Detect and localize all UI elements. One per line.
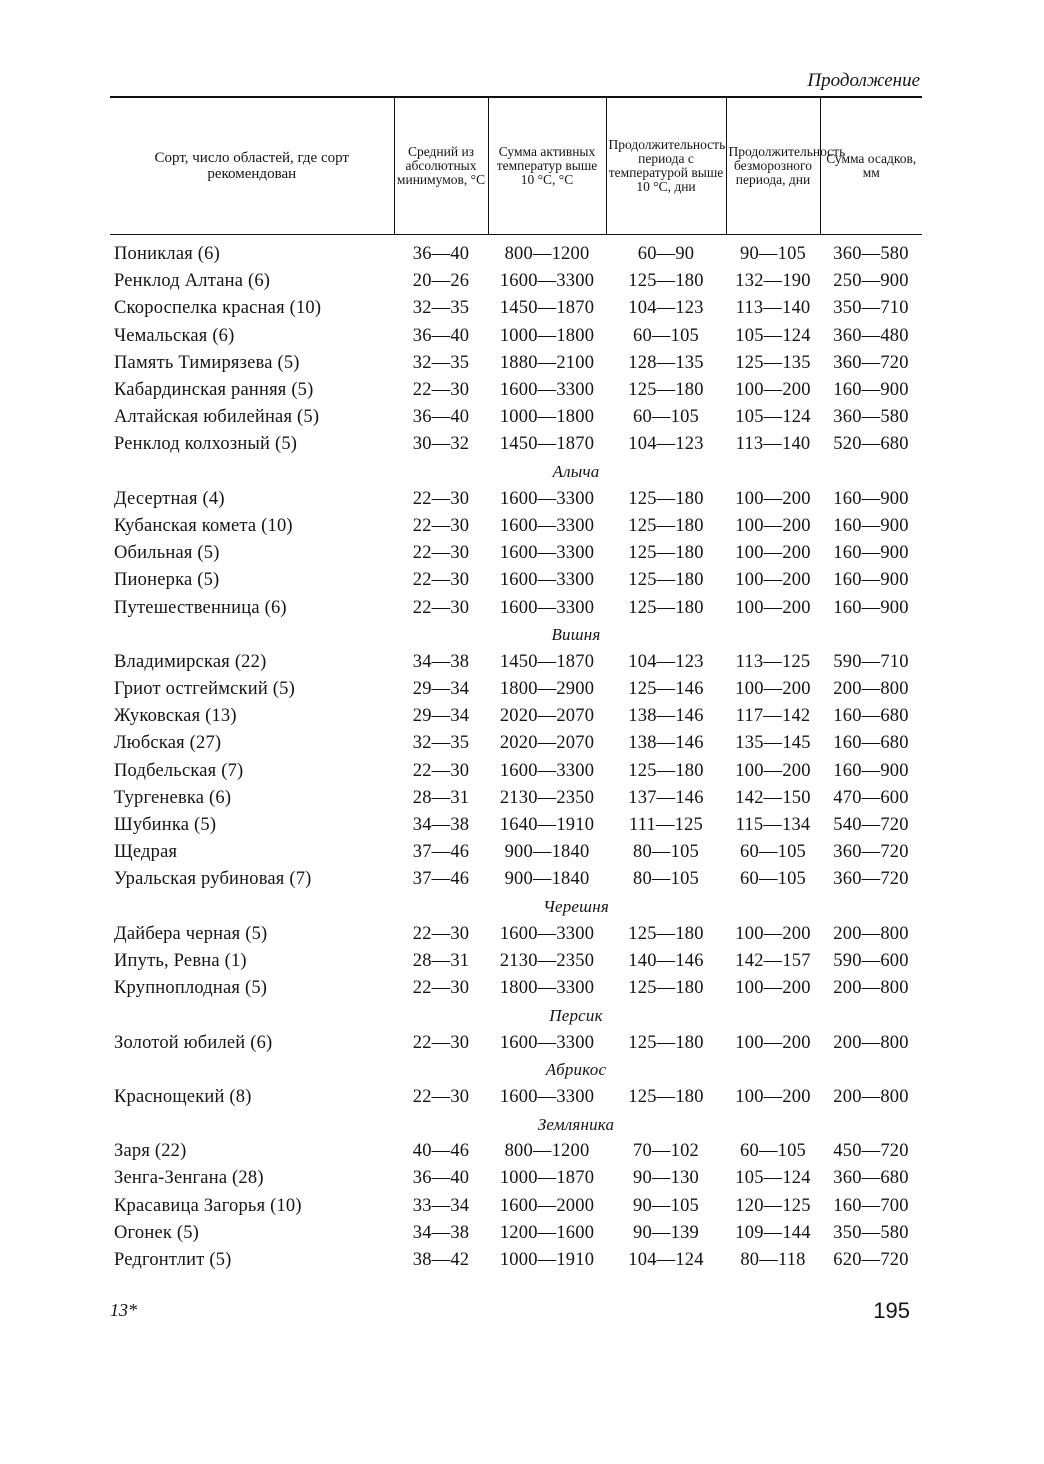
table-row — [110, 975, 922, 1002]
table-row — [110, 350, 922, 377]
period-above-10-value: 111—125 — [628, 815, 704, 836]
group-heading-row — [110, 622, 922, 649]
table-row — [110, 323, 922, 350]
variety-name: Подбельская (7) — [114, 760, 244, 781]
active-temp-sum-value: 1800—2900 — [499, 679, 595, 700]
frost-free-value: 100—200 — [735, 1086, 811, 1107]
frost-free-value: 100—200 — [735, 543, 811, 564]
precipitation-value: 360—720 — [833, 352, 909, 373]
variety-name: Красавица Загорья (10) — [114, 1195, 302, 1216]
active-temp-sum-value: 1450—1870 — [499, 434, 595, 455]
abs-min-value: 34—38 — [412, 1222, 470, 1243]
table-row — [110, 594, 922, 621]
abs-min-value: 32—35 — [412, 352, 470, 373]
variety-name: Кабардинская ранняя (5) — [114, 380, 314, 401]
frost-free-value: 125—135 — [735, 352, 811, 373]
variety-name: Шубинка (5) — [114, 815, 217, 836]
frost-free-value: 100—200 — [735, 679, 811, 700]
table-row — [110, 730, 922, 757]
variety-name: Чемальская (6) — [114, 325, 235, 346]
active-temp-sum-value: 1640—1910 — [499, 815, 595, 836]
period-above-10-value: 125—180 — [628, 380, 704, 401]
table-row — [110, 268, 922, 295]
table-body — [110, 235, 922, 1275]
abs-min-value: 22—30 — [412, 978, 470, 999]
table-row — [110, 703, 922, 730]
precipitation-value: 160—680 — [833, 733, 909, 754]
table-row — [110, 676, 922, 703]
abs-min-value: 36—40 — [412, 244, 470, 265]
variety-name: Жуковская (13) — [114, 706, 237, 727]
abs-min-value: 29—34 — [412, 679, 470, 700]
period-above-10-value: 138—146 — [628, 706, 704, 727]
table-row — [110, 1084, 922, 1111]
precipitation-value: 590—710 — [833, 651, 909, 672]
abs-min-value: 22—30 — [412, 380, 470, 401]
frost-free-value: 60—105 — [740, 842, 806, 863]
precipitation-value: 160—900 — [833, 543, 909, 564]
abs-min-value: 22—30 — [412, 1086, 470, 1107]
frost-free-value: 132—190 — [735, 271, 811, 292]
active-temp-sum-value: 1000—1800 — [499, 407, 595, 428]
abs-min-value: 22—30 — [412, 923, 470, 944]
active-temp-sum-value: 2020—2070 — [499, 706, 595, 727]
precipitation-value: 160—900 — [833, 515, 909, 536]
period-above-10-value: 128—135 — [628, 352, 704, 373]
abs-min-value: 30—32 — [412, 434, 470, 455]
frost-free-value: 115—134 — [735, 815, 811, 836]
frost-free-value: 105—124 — [735, 325, 811, 346]
period-above-10-value: 90—105 — [633, 1195, 699, 1216]
period-above-10-value: 70—102 — [633, 1141, 699, 1162]
variety-name: Ренклод Алтана (6) — [114, 271, 271, 292]
table-row — [110, 948, 922, 975]
frost-free-value: 80—118 — [740, 1250, 806, 1271]
frost-free-value: 60—105 — [740, 869, 806, 890]
abs-min-value: 22—30 — [412, 1032, 470, 1053]
precipitation-value: 350—580 — [833, 1222, 909, 1243]
group-heading: Черешня — [543, 897, 609, 917]
period-above-10-value: 80—105 — [633, 842, 699, 863]
precipitation-value: 450—720 — [833, 1141, 909, 1162]
period-above-10-value: 137—146 — [628, 787, 704, 808]
active-temp-sum-value: 1600—3300 — [499, 923, 595, 944]
climate-table-container — [110, 96, 922, 1274]
period-above-10-value: 90—130 — [633, 1168, 699, 1189]
precipitation-value: 200—800 — [833, 978, 909, 999]
precipitation-value: 620—720 — [833, 1250, 909, 1271]
variety-name: Краснощекий (8) — [114, 1086, 252, 1107]
table-row — [110, 431, 922, 458]
period-above-10-value: 125—180 — [628, 760, 704, 781]
frost-free-value: 60—105 — [740, 1141, 806, 1162]
variety-name: Редгонтлит (5) — [114, 1250, 232, 1271]
active-temp-sum-value: 1600—3300 — [499, 597, 595, 618]
abs-min-value: 34—38 — [412, 815, 470, 836]
frost-free-value: 105—124 — [735, 1168, 811, 1189]
active-temp-sum-value: 1600—3300 — [499, 760, 595, 781]
frost-free-value: 100—200 — [735, 597, 811, 618]
frost-free-value: 142—150 — [735, 787, 811, 808]
frost-free-value: 100—200 — [735, 978, 811, 999]
active-temp-sum-value: 1600—3300 — [499, 1032, 595, 1053]
table-row — [110, 812, 922, 839]
active-temp-sum-value: 1600—3300 — [499, 570, 595, 591]
period-above-10-value: 125—180 — [628, 1086, 704, 1107]
variety-name: Крупноплодная (5) — [114, 978, 268, 999]
frost-free-value: 113—140 — [735, 298, 811, 319]
active-temp-sum-value: 1600—3300 — [499, 515, 595, 536]
table-header — [110, 97, 922, 235]
period-above-10-value: 125—180 — [628, 570, 704, 591]
precipitation-value: 470—600 — [833, 787, 909, 808]
table-row — [110, 785, 922, 812]
group-heading-row — [110, 1111, 922, 1138]
frost-free-value: 105—124 — [735, 407, 811, 428]
active-temp-sum-value: 1600—3300 — [499, 271, 595, 292]
abs-min-value: 40—46 — [412, 1141, 470, 1162]
table-row — [110, 1247, 922, 1274]
active-temp-sum-value: 1880—2100 — [499, 352, 595, 373]
variety-name: Алтайская юбилейная (5) — [114, 407, 320, 428]
frost-free-value: 113—140 — [735, 434, 811, 455]
precipitation-value: 520—680 — [833, 434, 909, 455]
period-above-10-value: 60—90 — [637, 244, 695, 265]
active-temp-sum-value: 1600—3300 — [499, 543, 595, 564]
column-header-variety: Сорт, число областей, где сорт рекомендован — [154, 150, 349, 182]
variety-name: Память Тимирязева (5) — [114, 352, 300, 373]
table-row — [110, 839, 922, 866]
precipitation-value: 160—900 — [833, 570, 909, 591]
period-above-10-value: 60—105 — [633, 407, 699, 428]
column-header-frost-free-period: Продолжительность безморозного периода, дни — [726, 97, 820, 235]
abs-min-value: 37—46 — [412, 869, 470, 890]
active-temp-sum-value: 800—1200 — [504, 244, 590, 265]
frost-free-value: 100—200 — [735, 923, 811, 944]
variety-name: Десертная (4) — [114, 488, 225, 509]
table-row — [110, 567, 922, 594]
abs-min-value: 29—34 — [412, 706, 470, 727]
variety-name: Скороспелка красная (10) — [114, 298, 322, 319]
column-header-precipitation: Сумма осадков, мм — [820, 97, 922, 235]
precipitation-value: 360—480 — [833, 325, 909, 346]
abs-min-value: 28—31 — [412, 787, 470, 808]
period-above-10-value: 125—180 — [628, 978, 704, 999]
abs-min-value: 32—35 — [412, 733, 470, 754]
group-heading-row — [110, 894, 922, 921]
abs-min-value: 22—30 — [412, 515, 470, 536]
table-row — [110, 540, 922, 567]
period-above-10-value: 125—180 — [628, 597, 704, 618]
active-temp-sum-value: 900—1840 — [504, 869, 590, 890]
period-above-10-value: 104—123 — [628, 434, 704, 455]
table-row — [110, 513, 922, 540]
active-temp-sum-value: 1200—1600 — [499, 1222, 595, 1243]
abs-min-value: 22—30 — [412, 543, 470, 564]
variety-name: Огонек (5) — [114, 1222, 200, 1243]
active-temp-sum-value: 2020—2070 — [499, 733, 595, 754]
table-row — [110, 649, 922, 676]
group-heading: Персик — [549, 1005, 603, 1025]
precipitation-value: 360—720 — [833, 869, 909, 890]
frost-free-value: 117—142 — [735, 706, 811, 727]
active-temp-sum-value: 1600—2000 — [499, 1195, 595, 1216]
precipitation-value: 360—680 — [833, 1168, 909, 1189]
frost-free-value: 113—125 — [735, 651, 811, 672]
group-heading: Алыча — [552, 462, 600, 482]
table-row — [110, 1220, 922, 1247]
abs-min-value: 33—34 — [412, 1195, 470, 1216]
variety-name: Владимирская (22) — [114, 651, 267, 672]
precipitation-value: 160—680 — [833, 706, 909, 727]
period-above-10-value: 104—123 — [628, 651, 704, 672]
precipitation-value: 250—900 — [833, 271, 909, 292]
precipitation-value: 360—580 — [833, 407, 909, 428]
variety-name: Кубанская комета (10) — [114, 515, 293, 536]
abs-min-value: 37—46 — [412, 842, 470, 863]
period-above-10-value: 104—124 — [628, 1250, 704, 1271]
variety-name: Обильная (5) — [114, 543, 220, 564]
precipitation-value: 540—720 — [833, 815, 909, 836]
variety-name: Пониклая (6) — [114, 244, 220, 265]
group-heading: Земляника — [537, 1114, 615, 1134]
period-above-10-value: 125—180 — [628, 543, 704, 564]
table-row — [110, 921, 922, 948]
abs-min-value: 22—30 — [412, 597, 470, 618]
table-row — [110, 235, 922, 269]
frost-free-value: 90—105 — [740, 244, 806, 265]
variety-name: Ипуть, Ревна (1) — [114, 950, 247, 971]
variety-name: Дайбера черная (5) — [114, 923, 268, 944]
frost-free-value: 100—200 — [735, 760, 811, 781]
active-temp-sum-value: 1450—1870 — [499, 651, 595, 672]
period-above-10-value: 125—146 — [628, 679, 704, 700]
period-above-10-value: 140—146 — [628, 950, 704, 971]
group-heading-row — [110, 1057, 922, 1084]
active-temp-sum-value: 1600—3300 — [499, 380, 595, 401]
period-above-10-value: 125—180 — [628, 271, 704, 292]
active-temp-sum-value: 900—1840 — [504, 842, 590, 863]
climate-table — [110, 96, 922, 1274]
precipitation-value: 200—800 — [833, 679, 909, 700]
frost-free-value: 100—200 — [735, 515, 811, 536]
table-row — [110, 1165, 922, 1192]
table-row — [110, 866, 922, 893]
variety-name: Ренклод колхозный (5) — [114, 434, 298, 455]
column-header-abs-min: Средний из абсолютных минимумов, °С — [394, 97, 488, 235]
group-heading-row — [110, 1002, 922, 1029]
variety-name: Пионерка (5) — [114, 570, 220, 591]
precipitation-value: 350—710 — [833, 298, 909, 319]
active-temp-sum-value: 1000—1910 — [499, 1250, 595, 1271]
variety-name: Гриот остгеймский (5) — [114, 679, 295, 700]
period-above-10-value: 125—180 — [628, 923, 704, 944]
precipitation-value: 160—900 — [833, 597, 909, 618]
period-above-10-value: 125—180 — [628, 488, 704, 509]
precipitation-value: 200—800 — [833, 923, 909, 944]
group-heading: Вишня — [551, 625, 601, 645]
period-above-10-value: 125—180 — [628, 1032, 704, 1053]
abs-min-value: 20—26 — [412, 271, 470, 292]
active-temp-sum-value: 1450—1870 — [499, 298, 595, 319]
variety-name: Путешественница (6) — [114, 597, 287, 618]
table-row — [110, 486, 922, 513]
abs-min-value: 36—40 — [412, 325, 470, 346]
table-row — [110, 404, 922, 431]
precipitation-value: 360—720 — [833, 842, 909, 863]
active-temp-sum-value: 1800—3300 — [499, 978, 595, 999]
variety-name: Любская (27) — [114, 733, 222, 754]
table-row — [110, 758, 922, 785]
page-number: 195 — [873, 1298, 910, 1323]
period-above-10-value: 138—146 — [628, 733, 704, 754]
variety-name: Щедрая — [114, 842, 178, 863]
frost-free-value: 100—200 — [735, 1032, 811, 1053]
active-temp-sum-value: 2130—2350 — [499, 950, 595, 971]
abs-min-value: 22—30 — [412, 570, 470, 591]
table-row — [110, 1029, 922, 1056]
precipitation-value: 360—580 — [833, 244, 909, 265]
variety-name: Уральская рубиновая (7) — [114, 869, 312, 890]
column-header-period-above-10: Продолжительность периода с температурой выше 10 °С, дни — [606, 97, 726, 235]
precipitation-value: 590—600 — [833, 950, 909, 971]
precipitation-value: 160—700 — [833, 1195, 909, 1216]
abs-min-value: 38—42 — [412, 1250, 470, 1271]
precipitation-value: 160—900 — [833, 488, 909, 509]
precipitation-value: 160—900 — [833, 760, 909, 781]
abs-min-value: 34—38 — [412, 651, 470, 672]
table-row — [110, 1193, 922, 1220]
abs-min-value: 28—31 — [412, 950, 470, 971]
continued-note: Продолжение — [807, 70, 920, 91]
abs-min-value: 32—35 — [412, 298, 470, 319]
printer-signature: 13* — [110, 1300, 137, 1320]
frost-free-value: 135—145 — [735, 733, 811, 754]
period-above-10-value: 60—105 — [633, 325, 699, 346]
precipitation-value: 160—900 — [833, 380, 909, 401]
active-temp-sum-value: 1000—1870 — [499, 1168, 595, 1189]
precipitation-value: 200—800 — [833, 1032, 909, 1053]
active-temp-sum-value: 2130—2350 — [499, 787, 595, 808]
period-above-10-value: 90—139 — [633, 1222, 699, 1243]
column-header-active-temp-sum: Сумма активных температур выше 10 °С, °С — [488, 97, 606, 235]
period-above-10-value: 80—105 — [633, 869, 699, 890]
frost-free-value: 100—200 — [735, 380, 811, 401]
active-temp-sum-value: 1000—1800 — [499, 325, 595, 346]
variety-name: Заря (22) — [114, 1141, 187, 1162]
frost-free-value: 120—125 — [735, 1195, 811, 1216]
period-above-10-value: 104—123 — [628, 298, 704, 319]
table-row — [110, 295, 922, 322]
active-temp-sum-value: 1600—3300 — [499, 488, 595, 509]
variety-name: Тургеневка (6) — [114, 787, 232, 808]
variety-name: Золотой юбилей (6) — [114, 1032, 273, 1053]
period-above-10-value: 125—180 — [628, 515, 704, 536]
variety-name: Зенга-Зенгана (28) — [114, 1168, 264, 1189]
frost-free-value: 100—200 — [735, 570, 811, 591]
header-row — [110, 97, 922, 235]
active-temp-sum-value: 800—1200 — [504, 1141, 590, 1162]
frost-free-value: 100—200 — [735, 488, 811, 509]
abs-min-value: 22—30 — [412, 760, 470, 781]
table-row — [110, 1138, 922, 1165]
abs-min-value: 22—30 — [412, 488, 470, 509]
group-heading-row — [110, 459, 922, 486]
group-heading: Абрикос — [545, 1060, 607, 1080]
frost-free-value: 109—144 — [735, 1222, 811, 1243]
abs-min-value: 36—40 — [412, 1168, 470, 1189]
table-row — [110, 377, 922, 404]
active-temp-sum-value: 1600—3300 — [499, 1086, 595, 1107]
frost-free-value: 142—157 — [735, 950, 811, 971]
precipitation-value: 200—800 — [833, 1086, 909, 1107]
abs-min-value: 36—40 — [412, 407, 470, 428]
